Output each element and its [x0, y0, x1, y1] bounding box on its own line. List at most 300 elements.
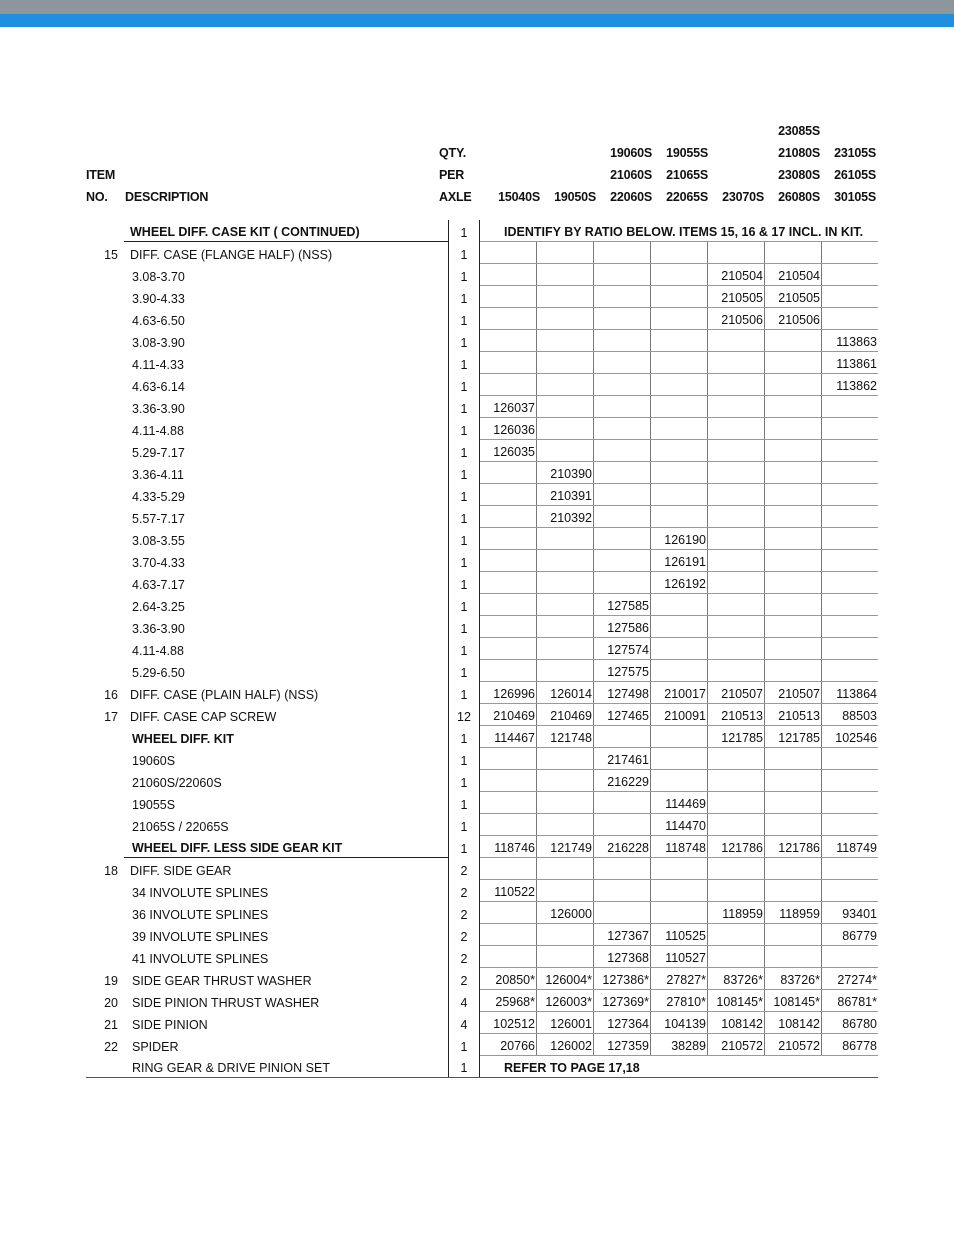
qty-cell: 1 — [449, 440, 480, 462]
part-number-cell — [822, 858, 879, 880]
part-number-cell — [480, 550, 537, 572]
part-number-cell: 126002 — [537, 1034, 594, 1056]
table-row — [86, 1012, 878, 1034]
part-number-cell: 104139 — [651, 1012, 708, 1034]
description-text: DIFF. SIDE GEAR — [130, 863, 232, 878]
part-number-cell — [822, 770, 879, 792]
table-row — [86, 704, 878, 726]
description-text: DIFF. CASE (FLANGE HALF) (NSS) — [130, 247, 333, 262]
part-number-cell: 20850* — [480, 968, 537, 990]
item-number: 15 — [104, 247, 118, 262]
part-number-cell — [537, 814, 594, 836]
qty-cell: 2 — [449, 858, 480, 880]
description-text: WHEEL DIFF. CASE KIT ( CONTINUED) — [130, 225, 360, 239]
part-number-cell — [765, 242, 822, 264]
part-number-cell: 210504 — [708, 264, 765, 286]
part-number-cell: 86778 — [822, 1034, 879, 1056]
part-number-cell: 118748 — [651, 836, 708, 858]
part-number-cell: 113863 — [822, 330, 879, 352]
table-row — [86, 1056, 878, 1078]
item-number: 16 — [104, 687, 118, 702]
part-number-cell — [765, 374, 822, 396]
description-text: 19060S — [132, 753, 176, 768]
part-number-cell — [537, 572, 594, 594]
item-number: 19 — [104, 973, 118, 988]
part-number-cell — [651, 748, 708, 770]
part-number-cell — [537, 286, 594, 308]
description-cell — [124, 374, 449, 396]
description-text: 36 INVOLUTE SPLINES — [132, 907, 269, 922]
part-number-cell — [822, 264, 879, 286]
part-number-cell — [822, 946, 879, 968]
item-number — [86, 726, 124, 748]
part-number-cell — [651, 594, 708, 616]
qty-cell: 1 — [449, 616, 480, 638]
table-row — [86, 286, 878, 308]
description-text: 3.36-3.90 — [132, 401, 185, 416]
description-text: 4.11-4.33 — [132, 357, 184, 372]
qty-cell: 2 — [449, 968, 480, 990]
item-number — [86, 792, 124, 814]
description-text: WHEEL DIFF. LESS SIDE GEAR KIT — [132, 841, 343, 855]
description-cell — [124, 638, 449, 660]
table-row — [86, 660, 878, 682]
part-number-cell — [651, 286, 708, 308]
part-number-cell — [480, 242, 537, 264]
description-cell — [124, 286, 449, 308]
model-column-header-line: 19060S — [610, 146, 652, 160]
part-number-cell — [480, 484, 537, 506]
description-cell — [124, 616, 449, 638]
qty-cell: 1 — [449, 1056, 480, 1078]
item-number — [86, 836, 124, 858]
table-row — [86, 1034, 878, 1056]
table-row — [86, 418, 878, 440]
part-number-cell: 102512 — [480, 1012, 537, 1034]
qty-cell: 1 — [449, 352, 480, 374]
part-number-cell: 210513 — [765, 704, 822, 726]
item-number — [86, 770, 124, 792]
item-number — [86, 528, 124, 550]
part-number-cell — [651, 484, 708, 506]
description-cell — [124, 330, 449, 352]
part-number-cell — [651, 902, 708, 924]
part-number-cell — [480, 902, 537, 924]
part-number-cell — [594, 462, 651, 484]
qty-cell: 1 — [449, 286, 480, 308]
table-row — [86, 946, 878, 968]
part-number-cell — [651, 726, 708, 748]
part-number-cell — [708, 506, 765, 528]
part-number-cell: 126004* — [537, 968, 594, 990]
description-cell — [124, 704, 449, 726]
item-number — [86, 880, 124, 902]
part-number-cell — [480, 506, 537, 528]
item-number — [86, 572, 124, 594]
part-number-cell: 210504 — [765, 264, 822, 286]
model-column-header — [652, 142, 708, 208]
part-number-cell — [594, 814, 651, 836]
description-text: SIDE PINION — [132, 1017, 208, 1032]
item-number: 20 — [104, 995, 118, 1010]
table-row — [86, 726, 878, 748]
table-row — [86, 330, 878, 352]
part-number-cell: 210506 — [765, 308, 822, 330]
qty-cell: 2 — [449, 880, 480, 902]
part-number-cell — [822, 748, 879, 770]
table-row — [86, 396, 878, 418]
part-number-cell: 121748 — [537, 726, 594, 748]
part-number-cell — [822, 550, 879, 572]
table-row — [86, 968, 878, 990]
description-text: 3.90-4.33 — [132, 291, 185, 306]
description-cell — [124, 594, 449, 616]
qty-cell: 1 — [449, 264, 480, 286]
part-number-cell: 126191 — [651, 550, 708, 572]
part-number-cell — [708, 638, 765, 660]
part-number-cell: 121749 — [537, 836, 594, 858]
qty-cell: 1 — [449, 682, 480, 704]
part-number-cell — [594, 418, 651, 440]
description-text: 21065S / 22065S — [132, 819, 229, 834]
part-number-cell — [594, 330, 651, 352]
table-row — [86, 902, 878, 924]
table-row — [86, 484, 878, 506]
part-number-cell: 126035 — [480, 440, 537, 462]
part-number-cell — [765, 638, 822, 660]
part-number-cell — [537, 528, 594, 550]
model-column-header-line: 26080S — [778, 190, 820, 204]
description-cell — [124, 902, 449, 924]
part-number-cell — [765, 858, 822, 880]
part-number-cell: 114469 — [651, 792, 708, 814]
table-row — [86, 572, 878, 594]
part-number-cell — [822, 616, 879, 638]
part-number-cell: 121786 — [765, 836, 822, 858]
part-number-cell — [822, 308, 879, 330]
part-number-cell — [651, 418, 708, 440]
item-number — [86, 374, 124, 396]
part-number-cell — [480, 286, 537, 308]
part-number-cell — [708, 792, 765, 814]
part-number-cell — [765, 440, 822, 462]
part-number-cell — [480, 374, 537, 396]
part-number-cell — [765, 616, 822, 638]
parts-table — [86, 220, 878, 1078]
table-row — [86, 682, 878, 704]
model-column-header-line: 22065S — [666, 190, 708, 204]
part-number-cell: 86781* — [822, 990, 879, 1012]
part-number-cell — [822, 396, 879, 418]
qty-cell: 1 — [449, 660, 480, 682]
item-no-header-line: ITEM — [86, 168, 116, 182]
part-number-cell — [822, 880, 879, 902]
table-row — [86, 880, 878, 902]
part-number-cell — [594, 242, 651, 264]
qty-cell: 1 — [449, 330, 480, 352]
part-number-cell: 113864 — [822, 682, 879, 704]
description-cell — [124, 220, 449, 242]
part-number-cell — [708, 242, 765, 264]
part-number-cell: 210091 — [651, 704, 708, 726]
item-no-header-line: NO. — [86, 190, 108, 204]
item-no-header — [86, 164, 115, 208]
part-number-cell — [765, 814, 822, 836]
description-cell — [124, 506, 449, 528]
item-number — [86, 440, 124, 462]
part-number-cell — [594, 286, 651, 308]
part-number-cell — [708, 880, 765, 902]
qty-cell: 1 — [449, 836, 480, 858]
part-number-cell — [708, 594, 765, 616]
part-number-cell — [480, 462, 537, 484]
item-number — [86, 506, 124, 528]
part-number-cell: 83726* — [708, 968, 765, 990]
part-number-cell — [765, 748, 822, 770]
part-number-cell — [651, 330, 708, 352]
item-number — [86, 550, 124, 572]
part-number-cell: 210505 — [708, 286, 765, 308]
part-number-cell — [480, 814, 537, 836]
part-number-cell — [594, 726, 651, 748]
part-number-cell — [708, 330, 765, 352]
item-number — [86, 220, 124, 242]
part-number-cell — [480, 528, 537, 550]
part-number-cell — [651, 352, 708, 374]
description-text: 21060S/22060S — [132, 775, 222, 790]
part-number-cell — [594, 440, 651, 462]
description-cell — [124, 924, 449, 946]
model-column-header — [484, 186, 540, 208]
model-column-header-line: 23085S — [778, 124, 820, 138]
item-number: 21 — [104, 1017, 118, 1032]
part-number-cell — [765, 880, 822, 902]
description-text: DIFF. CASE (PLAIN HALF) (NSS) — [130, 687, 319, 702]
table-row — [86, 814, 878, 836]
part-number-cell: 93401 — [822, 902, 879, 924]
part-number-cell: 217461 — [594, 748, 651, 770]
table-row — [86, 616, 878, 638]
description-text: 3.70-4.33 — [132, 555, 185, 570]
qty-cell: 1 — [449, 792, 480, 814]
top-gray-bar — [0, 0, 954, 14]
description-cell — [124, 836, 449, 858]
part-number-cell — [537, 594, 594, 616]
part-number-cell — [822, 484, 879, 506]
part-number-cell — [822, 286, 879, 308]
description-text: 5.29-7.17 — [132, 445, 185, 460]
part-number-cell — [708, 462, 765, 484]
model-column-header — [596, 142, 652, 208]
part-number-cell — [480, 770, 537, 792]
part-number-cell: 210505 — [765, 286, 822, 308]
part-number-cell: 86780 — [822, 1012, 879, 1034]
part-number-cell — [765, 462, 822, 484]
part-number-cell: 126014 — [537, 682, 594, 704]
part-number-cell — [765, 660, 822, 682]
part-number-cell: 114470 — [651, 814, 708, 836]
description-cell — [124, 814, 449, 836]
description-text: 41 INVOLUTE SPLINES — [132, 951, 269, 966]
description-text: 19055S — [132, 797, 176, 812]
part-number-cell: 113862 — [822, 374, 879, 396]
description-cell — [124, 418, 449, 440]
part-number-cell — [537, 550, 594, 572]
item-number — [86, 418, 124, 440]
part-number-cell — [651, 440, 708, 462]
table-row — [86, 462, 878, 484]
description-text: 4.63-7.17 — [132, 577, 185, 592]
part-number-cell: 127364 — [594, 1012, 651, 1034]
table-row — [86, 550, 878, 572]
part-number-cell — [480, 308, 537, 330]
part-number-cell: 210390 — [537, 462, 594, 484]
part-number-cell: 126037 — [480, 396, 537, 418]
part-number-cell — [708, 770, 765, 792]
part-number-cell — [822, 418, 879, 440]
description-text: 2.64-3.25 — [132, 599, 185, 614]
description-text: 4.11-4.88 — [132, 643, 184, 658]
description-cell — [124, 946, 449, 968]
part-number-cell — [765, 946, 822, 968]
part-number-cell — [765, 352, 822, 374]
part-number-cell: 118959 — [708, 902, 765, 924]
part-number-cell: 210469 — [537, 704, 594, 726]
part-number-cell: 126000 — [537, 902, 594, 924]
description-text: 39 INVOLUTE SPLINES — [132, 929, 269, 944]
qty-cell: 1 — [449, 396, 480, 418]
description-text: 34 INVOLUTE SPLINES — [132, 885, 269, 900]
model-column-header — [764, 120, 820, 208]
qty-cell: 1 — [449, 484, 480, 506]
description-cell — [124, 1056, 449, 1078]
model-column-header-line: 30105S — [834, 190, 876, 204]
qty-cell: 1 — [449, 308, 480, 330]
part-number-cell — [708, 814, 765, 836]
part-number-cell — [651, 660, 708, 682]
description-header: DESCRIPTION — [125, 190, 209, 204]
part-number-cell — [537, 352, 594, 374]
description-cell — [124, 770, 449, 792]
part-number-cell — [765, 572, 822, 594]
table-row — [86, 836, 878, 858]
model-column-header-line: 23080S — [778, 168, 820, 182]
part-number-cell — [537, 330, 594, 352]
qty-cell: 1 — [449, 814, 480, 836]
qty-cell: 1 — [449, 418, 480, 440]
part-number-cell — [765, 924, 822, 946]
part-number-cell — [708, 550, 765, 572]
description-cell — [124, 396, 449, 418]
description-cell — [124, 572, 449, 594]
part-number-cell — [537, 924, 594, 946]
part-number-cell — [537, 264, 594, 286]
description-text: SIDE GEAR THRUST WASHER — [132, 973, 312, 988]
part-number-cell: 118749 — [822, 836, 879, 858]
part-number-cell — [480, 352, 537, 374]
part-number-cell: 20766 — [480, 1034, 537, 1056]
description-cell — [124, 484, 449, 506]
part-number-cell — [594, 506, 651, 528]
qty-cell: 1 — [449, 726, 480, 748]
part-number-cell — [822, 638, 879, 660]
item-number — [86, 638, 124, 660]
part-number-cell — [708, 484, 765, 506]
part-number-cell — [537, 374, 594, 396]
part-number-cell: 127465 — [594, 704, 651, 726]
part-number-cell: 127575 — [594, 660, 651, 682]
part-number-cell: 210572 — [708, 1034, 765, 1056]
part-number-cell — [537, 396, 594, 418]
description-cell — [124, 880, 449, 902]
part-number-cell — [708, 748, 765, 770]
part-number-cell: 210507 — [765, 682, 822, 704]
part-number-cell — [594, 572, 651, 594]
part-number-cell — [651, 242, 708, 264]
qty-cell: 1 — [449, 528, 480, 550]
qty-cell: 2 — [449, 924, 480, 946]
item-number — [86, 396, 124, 418]
item-number — [86, 286, 124, 308]
description-text: 3.36-4.11 — [132, 467, 184, 482]
description-cell — [124, 1012, 449, 1034]
part-number-cell: 121786 — [708, 836, 765, 858]
description-text: DIFF. CASE CAP SCREW — [130, 709, 277, 724]
part-number-cell: 110525 — [651, 924, 708, 946]
description-text: WHEEL DIFF. KIT — [132, 731, 234, 746]
description-cell — [124, 792, 449, 814]
part-number-cell: 210392 — [537, 506, 594, 528]
qty-cell: 1 — [449, 1034, 480, 1056]
description-cell — [124, 858, 449, 880]
part-number-cell: 210572 — [765, 1034, 822, 1056]
table-row — [86, 308, 878, 330]
table-row — [86, 352, 878, 374]
description-text: 4.63-6.50 — [132, 313, 185, 328]
qty-cell: 12 — [449, 704, 480, 726]
item-number: 17 — [104, 709, 118, 724]
part-number-cell — [708, 418, 765, 440]
part-number-cell — [765, 550, 822, 572]
table-row — [86, 924, 878, 946]
description-cell — [124, 264, 449, 286]
part-number-cell: 121785 — [765, 726, 822, 748]
part-number-cell: 27810* — [651, 990, 708, 1012]
qty-cell: 1 — [449, 242, 480, 264]
part-number-cell — [822, 528, 879, 550]
part-number-cell: 113861 — [822, 352, 879, 374]
part-number-cell — [651, 858, 708, 880]
model-column-header-line: 15040S — [498, 190, 540, 204]
table-row — [86, 770, 878, 792]
description-text: 3.36-3.90 — [132, 621, 185, 636]
accent-blue-bar — [0, 14, 954, 27]
table-row — [86, 506, 878, 528]
part-number-cell — [822, 660, 879, 682]
table-row — [86, 594, 878, 616]
qty-cell: 1 — [449, 550, 480, 572]
part-number-cell: 210506 — [708, 308, 765, 330]
qty-cell: 4 — [449, 990, 480, 1012]
description-cell — [124, 1034, 449, 1056]
part-number-cell — [765, 770, 822, 792]
part-number-cell: 38289 — [651, 1034, 708, 1056]
part-number-cell: 27827* — [651, 968, 708, 990]
part-number-cell: 210513 — [708, 704, 765, 726]
description-cell — [124, 528, 449, 550]
part-number-cell — [537, 242, 594, 264]
item-number — [86, 1056, 124, 1078]
